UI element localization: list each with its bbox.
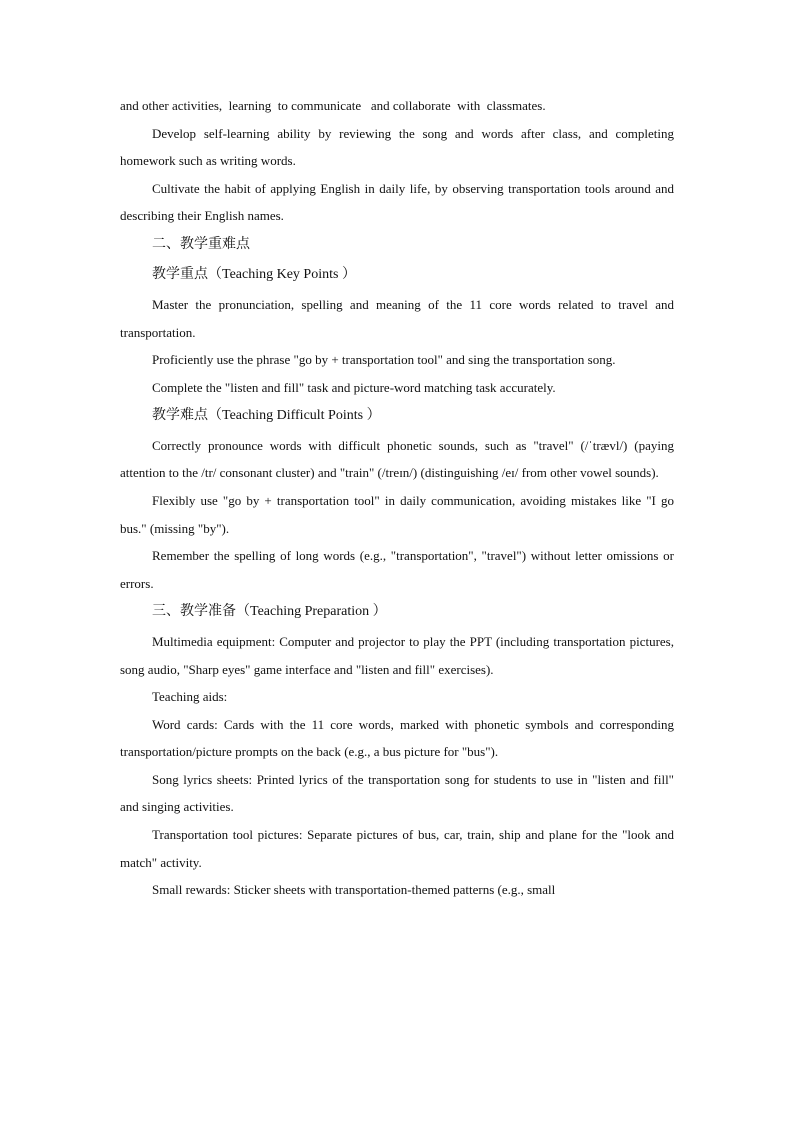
subheading-key-points: 教学重点（Teaching Key Points ） [152,267,356,283]
paragraph-song-lyrics: Song lyrics sheets: Printed lyrics of the transportation song for students to use in "listen and fill" and singing activities. [120,771,674,815]
paragraph-difficult-3: Remember the spelling of long words (e.g., "transportation", "travel") without letter omissions or errors. [120,548,674,591]
paragraph-key-point-3: Complete the "listen and fill" task and picture-word matching task accurately. [152,379,556,395]
paragraph-transport-pictures: Transportation tool pictures: Separate pictures of bus, car, train, ship and plane for the "look and match" activity. [120,827,674,870]
paragraph-3: Cultivate the habit of applying English in daily life, by observing transportation tools around and describing their English names. [120,180,674,224]
paragraph-2: Develop self-learning ability by reviewing the song and words after class, and completing homework such as writing words. [120,125,674,169]
paragraph-small-rewards: Small rewards: Sticker sheets with transportation-themed patterns (e.g., small [152,882,556,898]
paragraph-difficult-2: Flexibly use "go by + transportation tool" in daily communication, avoiding mistakes like "I go bus." (missing "by"). [120,493,674,536]
document-page [120,92,674,904]
paragraph-multimedia: Multimedia equipment: Computer and projector to play the PPT (including transportation pictures, song audio, "Sharp eyes" game interface and "listen and fill" exercises). [120,633,674,677]
paragraph-key-point-1: Master the pronunciation, spelling and meaning of the 11 core words related to travel and transportation. [120,296,674,340]
paragraph-key-point-2: Proficiently use the phrase "go by + transportation tool" and sing the transportation song. [152,352,616,368]
section-heading-preparation: 三、教学准备（Teaching Preparation ） [152,604,387,620]
paragraph-teaching-aids: Teaching aids: [152,689,228,705]
subheading-difficult-points: 教学难点（Teaching Difficult Points ） [152,408,381,424]
paragraph-word-cards: Word cards: Cards with the 11 core words, marked with phonetic symbols and corresponding transportation/picture prompts on the back (e.g., a bus picture for "bus"). [120,716,674,760]
section-heading-key-difficult: 二、教学重难点 [152,236,250,252]
paragraph-1: and other activities, learning to communicate and collaborate with classmates. [120,98,546,113]
paragraph-difficult-1: Correctly pronounce words with difficult phonetic sounds, such as "travel" (/ˈtrævl/) (paying attention to the /tr/ consonant cluster) and "train" (/treɪn/) (distinguishing /eɪ/ from other vowel sounds). [120,437,674,481]
